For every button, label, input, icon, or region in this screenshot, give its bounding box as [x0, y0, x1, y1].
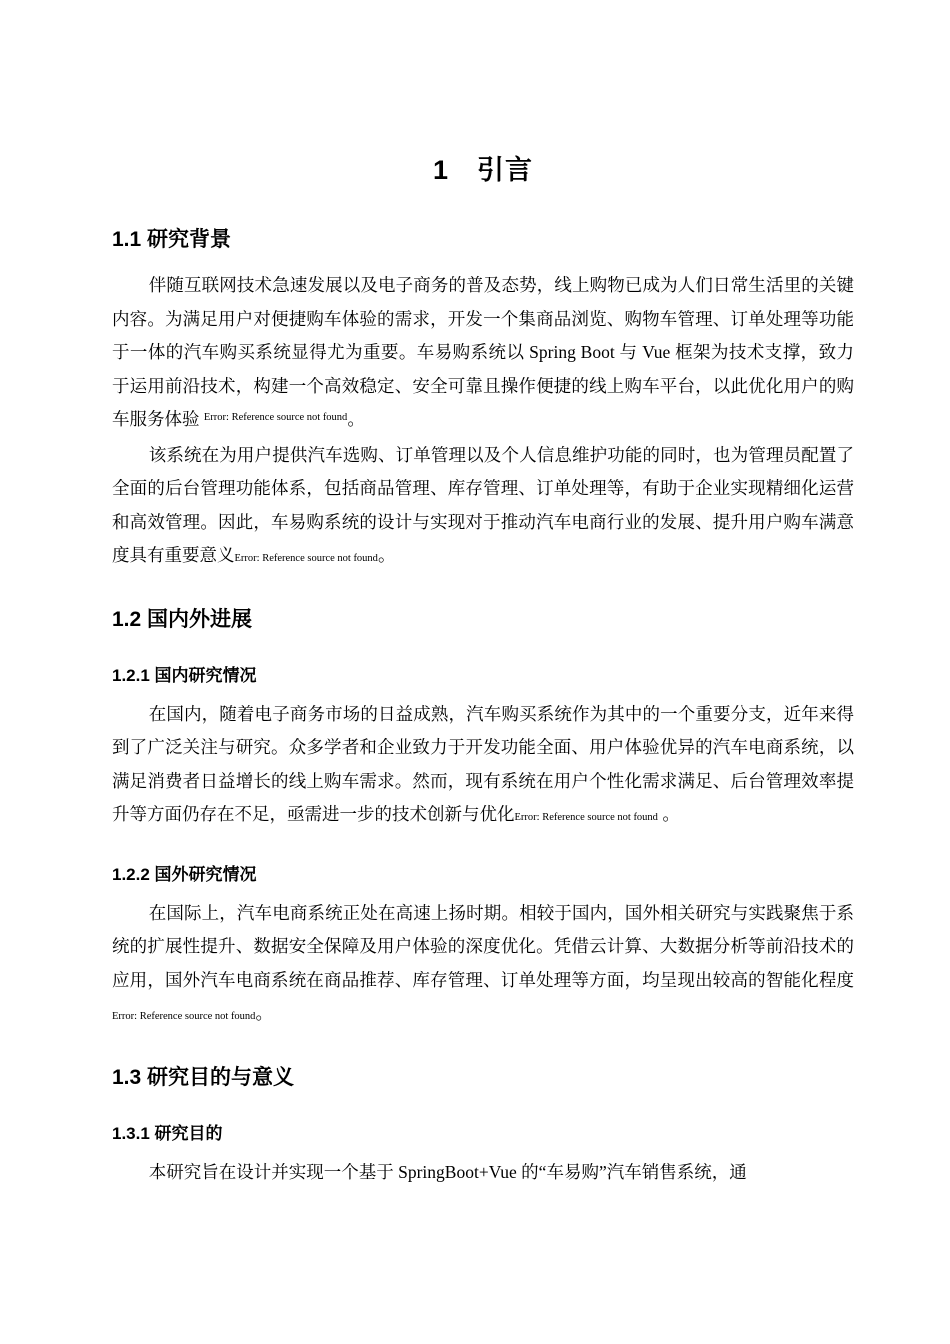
text-run: 。 — [347, 409, 365, 429]
subsection-heading: 1.2.1 国内研究情况 — [112, 665, 257, 685]
section-heading: 1.1 研究背景 — [112, 228, 232, 251]
text-run: 伴随互联网技术急速发展以及电子商务的普及态势，线上购物已成为人们日常生活里的关键内容。为满足用户对便捷购车体验的需求，开发一个集商品浏览、购物车管理、订单处理等功能于一体的汽车购买系统显得尤为重要。车易购系统以 Spring Boot 与 Vue 框架为技术支撑，致力于运用前沿技术，构建一个高效稳定、安全可靠且操作便捷的线上购车平台，以此优化用户的购车服务体验 — [112, 275, 854, 429]
paragraph — [112, 897, 854, 1031]
paragraph — [112, 269, 854, 437]
subsection-heading: 1.3.1 研究目的 — [112, 1123, 223, 1143]
text-run: 。 — [377, 545, 396, 565]
section-heading: 1.2 国内外进展 — [112, 607, 253, 631]
paragraph — [112, 439, 854, 573]
section-heading: 1.3 研究目的与意义 — [112, 1065, 295, 1089]
paragraph — [112, 1156, 854, 1190]
error-reference-marker: Error: Reference source not found — [514, 812, 658, 823]
document-title: 1 引言 — [432, 155, 534, 185]
error-reference-marker: Error: Reference source not found — [234, 553, 378, 564]
subsection-heading: 1.2.2 国外研究情况 — [112, 864, 257, 884]
text-run: 本研究旨在设计并实现一个基于 SpringBoot+Vue 的“车易购”汽车销售系统，通 — [148, 1161, 747, 1182]
text-run: 该系统在为用户提供汽车选购、订单管理以及个人信息维护功能的同时，也为管理员配置了全面的后台管理功能体系，包括商品管理、库存管理、订单处理等，有助于企业实现精细化运营和高效管理。因此，车易购系统的设计与实现对于推动汽车电商行业的发展、提升用户购车满意度具有重要意义 — [112, 444, 854, 565]
error-reference-marker: Error: Reference source not found — [112, 1011, 256, 1022]
paragraph — [112, 698, 854, 832]
text-run: 。 — [255, 1003, 273, 1023]
text-run: 在国内，随着电子商务市场的日益成熟，汽车购买系统作为其中的一个重要分支，近年来得到了广泛关注与研究。众多学者和企业致力于开发功能全面、用户体验优异的汽车电商系统，以满足消费者日益增长的线上购车需求。然而，现有系统在用户个性化需求满足、后台管理效率提升等方面仍存在不足，亟需进一步的技术创新与优化 — [112, 703, 854, 824]
text-run: 在国际上，汽车电商系统正处在高速上扬时期。相较于国内，国外相关研究与实践聚焦于系统的扩展性提升、数据安全保障及用户体验的深度优化。凭借云计算、大数据分析等前沿技术的应用，国外汽车电商系统在商品推荐、库存管理、订单处理等方面，均呈现出较高的智能化程度 — [112, 902, 854, 990]
document-body — [112, 223, 854, 1189]
error-reference-marker: Error: Reference source not found — [203, 412, 348, 423]
text-run: 。 — [657, 804, 680, 824]
